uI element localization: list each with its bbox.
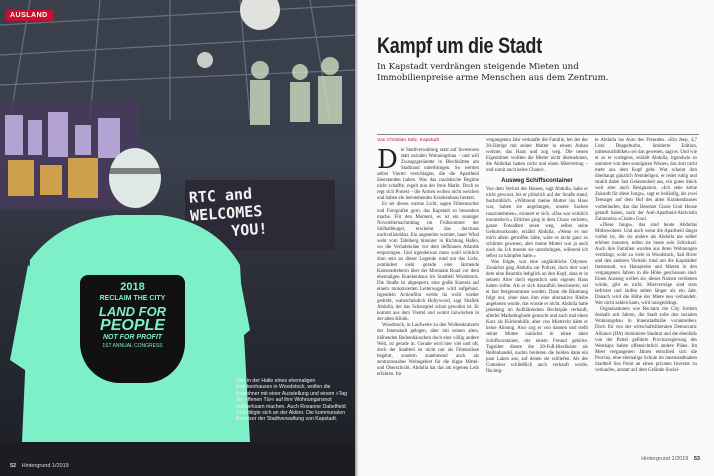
body-paragraph: Woodstock, in Laufweite zu den Wolkenkratzern der Innenstadt gelegen, aber mit seinen alten, blühenden Reihenhäuschen doch eine völlig andere Welt, ist gerade in. Gerade wird hier viel und oft, doch der Stadtteil ist nicht nur als Filmkulisse begehrt, sondern zunehmend auch als zentrumsnahes Wohngebiet für die hippe Mittel- und Oberschicht. Abdulla hat das am eigenen Leib erfahren. Im <box>377 323 479 377</box>
publication-label: Hintergrund 1/2019 <box>641 456 689 462</box>
shirt-line: LAND FOR <box>98 304 167 319</box>
wall-sign-line: RTC and <box>188 184 253 207</box>
text-column-2 <box>486 138 588 375</box>
shirt-line: 1ST ANNUAL CONGRESS <box>102 343 163 349</box>
article-lead: In Kapstadt verdrängen steigende Mieten und Immobilienpreise arme Menschen aus dem Zentrum. <box>377 62 609 83</box>
shirt-line: RECLAIM THE CITY <box>99 295 166 302</box>
shirt-print <box>80 275 185 383</box>
body-paragraph: Es sei dieses warme Licht, sagen Filmemacher und Fotografen gern, das Kapstadt so besonders mache. Für den Moment, es ist ein sonniger Novembernachmittag im Frühsommer der Südhalbkugel, erscheint das durchaus nachvollziehbar. Ein angenehm warmer, lauer Wind weht vom Tafelberg hinunter in Richtung Hafen, wo die Verladekräne vor dem tiefblauen Atlantik emporragen. Und irgendetwas muss wohl wirklich dran sein an dieser Legende rund um das Licht, zumindest sieht gerade eine lärmende Kameradreherin über der Mountain Road vor dem ehemaligen Krankenhaus im Stadtteil Woodstock. Die Straße ist abgesperrt, eine große Kamera auf einem motorisierten Leiterwagen wird aufgebaut. Irgendein Actionfilm werde da wohl wieder gedreht, wahrscheinlich Hollywood, sagt Shafiek Abdulla, der das Schauspiel schon gewohnt ist. Er kommt aus dem Viertel und wohnt inzwischen in der alten Klinik. <box>377 202 479 323</box>
section-subhead: Ausweg Schiffscontainer <box>501 178 573 185</box>
page-number: 53 <box>693 456 700 462</box>
section-tag: AUSLAND <box>6 10 54 21</box>
person-silhouette <box>0 0 357 442</box>
publication-label: Hintergrund 1/2019 <box>21 463 69 469</box>
text-column-3 <box>595 138 697 374</box>
byline: Von Christian Selz, Kapstadt <box>377 138 439 143</box>
article-headline: Kampf um die Stadt <box>377 33 542 58</box>
left-folio <box>10 463 69 469</box>
body-paragraph: »Diese Jungs«, das sind heute Abdullas Mitbewohner. Und auch wenn die Apartheid längst vorbei ist, die sie andere als Abdulla nie selber erleben mussten, teilen sie heute sein Schicksal. Auch ihre Familien wurden aus ihren Wohnungen verdrängt, wohl zu viele in Woodstock, Salt River und den anderen Vierteln rund um die Kapstädter Innenstadt, wo Hauspreise und Mieten in den vergangenen Jahren in die Höhe geschossen sind. Einen Ausweg wollen sie, dieses Namen verdienen würde, gibt es nicht. Mietverträge sind stets befristet und laufen selten länger als ein Jahr. Danach wird die Höhe der Miete neu verhandelt. Wer nicht zahlen kann, wird rausgedrängt. <box>595 222 697 307</box>
right-page <box>359 0 714 476</box>
cover-photo <box>0 0 357 442</box>
right-folio <box>641 456 700 462</box>
photo-caption: Hier in der Halle eines ehemaligen Krankenhauses in Woodstock, wollen die Bewohner mit einer Ausstellung und einem »Tag der offenen Tür« auf ihre Wohnungsnsnot aufmerksam machen. Auch Roxanne Dabelfield ist betitigte sich an der Aktion. Die kommunalen Besetzer der Stadtverwaltung von Kapstadt. <box>236 378 348 423</box>
page-number: 52 <box>10 463 17 469</box>
first-paragraph-text: ie Stadtverwaltung setzt auf Investoren statt sozialen Wohnungsbau – und will Zwangsgeräumte in Blechhütten am Stadtrand unterbringen. So werden selbst Viertel verschlagen, die die Apartheid überstanden haben. Was das rassistische Regime nicht schaffte, regelt nun der freie Markt. Doch es regt sich Protest – die Armen wollen nicht weichen und haben ein leerstehendes Krankenhaus besetzt. <box>377 148 479 202</box>
wall-sign-line: WELCOMES <box>189 201 263 225</box>
drop-cap: D <box>377 145 398 176</box>
shirt-line: NOT FOR PROFIT <box>102 334 163 341</box>
shirt-line: PEOPLE <box>100 317 165 334</box>
first-paragraph <box>377 145 479 202</box>
body-paragraph: Organisationen wie Reclaim the City fordern deshalb seit Jahren, die Stadt solle den sozialen Wohnungsbau in Innenstadtnähe vorantreiben. Doch für von der wirtschaftsliberalen Democratic Alliance (DA) dominierte Stadtrat und die ebenfalls von der Partei geführte Provinzregierung des Westkaps haben offensichtlich andere Pläne. Im Meer vergangenen Jahres entschied sich die Provinz, eine ehemalige Schule im innenstadtnahen Stadtteil Sea Point an einen privaten Investor zu verkaufen, anstatt auf dem Gelände Sozial- <box>595 307 697 373</box>
body-paragraph: te Abdulla ins Auto des Freundes. »Ein Jeep, 4,7 Liter Doppelturbo, limitierte Edition, mittensuchtbiket« sei das gewesen, sagt er. Und wie er so er vorlegens, erzählt Abdulla, irgendwie so ominiert von dem sonnigsten Wissen, das dort nicht mehr aus dem Kopf geht. Wut scheint ihm überhaupt gänzlich fremdeligen, er redet ruhig und strahlt dabei fast Gelassenheit aus, ein gutes Stück weit aber auch Resignation. »Ich sehe keine Zukunft für diese Jungs«, sagt er beiläufig, als zwei Teenager auf dem Hof des alten Krankenhauses vorbeilaufen, das das Besetzer Cissie Gool House getauft haben, nach der Anti-Apartheid-Aktivistin Zainunnisa »Cissie« Gool. <box>595 138 697 222</box>
body-paragraph: Von dem Verlust des Hauses, sagt Abdulla, habe er nicht gewusst, bis er plötzlich auf der Straße stand, buchstäblich. »Während meine Mutter ins Haus war, haben sie angefangen, unsere Sachen rauszunehmen«, erinnert er sich. »Das war wirklich traumatisch.« Etliches ging in dem Chaos verloren, ganze Fotoalben seien weg, selbst seine Geburtsurkunde, erzählt Abdulla. »Wenn es nur mich allein getroffen hätte, wäre es nicht ganz so schlimm gewesen, aber meine Mutter war ja auch noch da. Ich musste sie unterbringen, während ich selbst zu kämpfen hatte.« <box>486 187 588 259</box>
body-paragraph: Was folgte, war eine ungläubliche Odyssee. Zunächst ging Abdulla zur Polizei, doch dort warí dem eine Beamtin lediglich an den Kopf, dass er in seinem Alter doch eigentlich sein eigenes Haus haben sollte. Als er sich daraufhin beschwerte, sei er fast festgenommen worden. Dann die Räumung folgt nur, ohne dass ihm eine alternative Bleibe angeboten wurde, das wusste er nicht. Abdulla hatte jahrelang im Aufklärendem Rechtspäe verkauft, allerlei Marketingbude gemacht und auch mal einen Kurs als Küchenhilfe, aber von Mietrecht hätte er keine Ahnung. Also zog er von dannen und stellt seiner Mutter zunächst in einen alten Schiffscontainer, der einem Freund gehörte. Tagsüber diente die 20-Fuß-Blechkiste als Reifenhandel, nachts breiteten die beiden dann ein paar Laken aus, auf denen sie schliefen. Als der Container schließlich auch verkauft wurde, flüchtig- <box>486 259 588 374</box>
wall-sign-line: YOU! <box>230 219 268 241</box>
divider-rule <box>377 134 699 135</box>
left-footer <box>0 442 357 476</box>
body-paragraph: vergangenen Jahr verkaufte die Familie, bei der der 30-Jährige mit seiner Mutter in einem Anbau wohnte, das Haus und zog weg. Die neuen Eigentümer wollten die Mieter nicht übernehmen, die Abdullas hatten nicht mal einen Mietvertrag – und somit auch keine Chance. <box>486 138 588 174</box>
shirt-year: 2018 <box>120 281 145 293</box>
text-column-1 <box>377 138 479 378</box>
